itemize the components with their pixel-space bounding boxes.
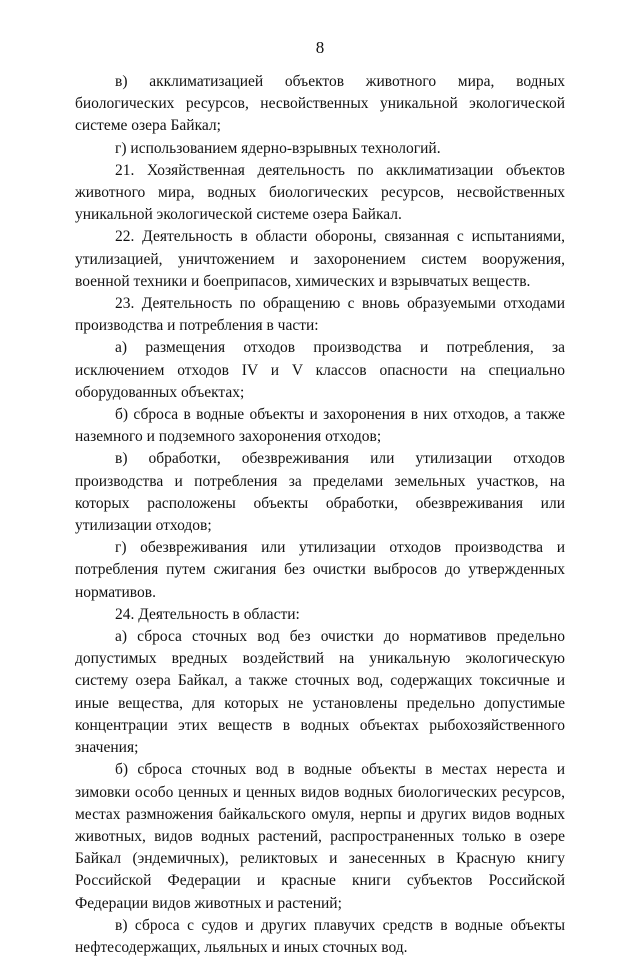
page-number: 8 (315, 38, 325, 57)
paragraph-21: 21. Хозяйственная деятельность по акклиматизации объектов животного мира, водных биологических ресурсов, несвойственных уникальной экологической системе озера Байкал. (75, 161, 565, 224)
paragraph-v-acclimatization: в) акклиматизацией объектов животного мира, водных биологических ресурсов, несвойственных уникальной экологической системе озера Байкал; (75, 73, 565, 135)
paragraph-24-b: б) сброса сточных вод в водные объекты в местах нереста и зимовки особо ценных и ценных видов водных биологических ресурсов, местах размножения байкальского омуля, нерпы и других видов водных животных, видов водных растений, распространенных только в озере Байкал (эндемичных), реликтовых и занесенных в Красную книгу Российской Федерации и красные книги субъектов Российской Федерации видов животных и растений; (75, 761, 565, 912)
paragraph-23-a: а) размещения отходов производства и потребления, за исключением отходов IV и V классов опасности на специально оборудованных объектах; (75, 339, 565, 401)
paragraph-23-v: в) обработки, обезвреживания или утилизации отходов производства и потребления за пределами земельных участков, на которых расположены объекты обработки, обезвреживания или утилизации отходов; (75, 450, 565, 535)
paragraph-24-a: а) сброса сточных вод без очистки до нормативов предельно допустимых вредных воздействий на уникальную экологическую систему озера Байкал, а также сточных вод, содержащих токсичные и иные вещества, для которых не установлены предельно допустимые концентрации этих веществ в водных объектах рыбохозяйственного значения; (75, 628, 565, 757)
document-body (75, 71, 565, 959)
paragraph-24-v: в) сброса с судов и других плавучих средств в водные объекты нефтесодержащих, льяльных и иных сточных вод. (75, 916, 565, 956)
paragraph-23: 23. Деятельность по обращению с вновь образуемыми отходами производства и потребления в части: (75, 295, 565, 335)
paragraph-23-g: г) обезвреживания или утилизации отходов производства и потребления путем сжигания без очистки выбросов до утвержденных нормативов. (75, 539, 565, 601)
paragraph-24: 24. Деятельность в области: (115, 605, 300, 623)
paragraph-g-nuclear: г) использованием ядерно-взрывных технологий. (115, 139, 441, 157)
paragraph-23-b: б) сброса в водные объекты и захоронения в них отходов, а также наземного и подземного захоронения отходов; (75, 406, 565, 446)
paragraph-22: 22. Деятельность в области обороны, связанная с испытаниями, утилизацией, уничтожением и захоронением систем вооружения, военной техники и боеприпасов, химических и взрывчатых веществ. (75, 228, 565, 290)
